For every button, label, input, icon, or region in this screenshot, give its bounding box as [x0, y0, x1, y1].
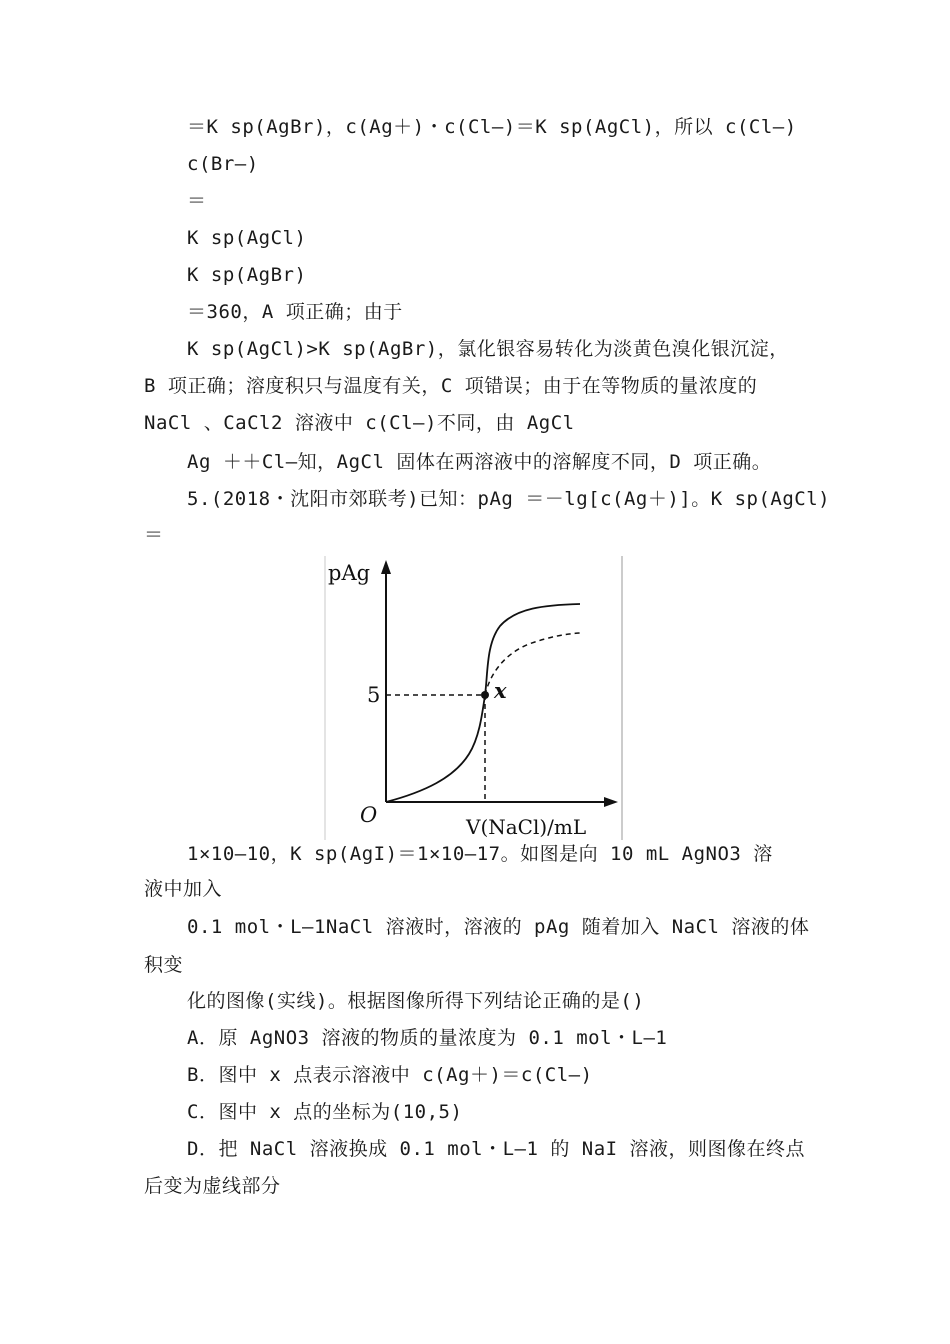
text-line-13: 1×10—10，K sp(AgI)＝1×10—17。如图是向 10 mL AgNO3 溶: [187, 843, 773, 865]
text-line-20: C．图中 x 点的坐标为(10,5): [187, 1101, 463, 1123]
text-line-6: ＝360，A 项正确；由于: [187, 301, 403, 323]
text-line-7: K sp(AgCl)>K sp(AgBr)，氯化银容易转化为淡黄色溴化银沉淀，: [187, 338, 789, 360]
text-line-1: ＝K sp(AgBr)，c(Ag＋)・c(Cl—)＝K sp(AgCl)，所以 c(Cl—): [187, 116, 797, 138]
y-axis-arrow: [381, 560, 391, 574]
text-line-21: D．把 NaCl 溶液换成 0.1 mol・L—1 的 NaI 溶液，则图像在终点: [187, 1138, 806, 1160]
origin-label: O: [360, 803, 378, 827]
series-solid-curve: [386, 604, 580, 802]
text-line-22: 后变为虚线部分: [144, 1175, 281, 1197]
text-line-15: 0.1 mol・L—1NaCl 溶液时，溶液的 pAg 随着加入 NaCl 溶液的体: [187, 916, 810, 938]
text-line-9: NaCl 、CaCl2 溶液中 c(Cl—)不同，由 AgCl: [144, 412, 575, 434]
text-line-12: ＝: [144, 524, 164, 546]
text-line-5: K sp(AgBr): [187, 264, 307, 286]
text-line-11: 5.(2018・沈阳市郊联考)已知：pAg ＝－lg[c(Ag＋)]。K sp(AgCl): [187, 488, 831, 510]
y-axis-label: pAg: [328, 561, 371, 585]
text-line-14: 液中加入: [144, 878, 223, 900]
text-line-18: A．原 AgNO3 溶液的物质的量浓度为 0.1 mol・L—1: [187, 1027, 668, 1049]
text-line-10: Ag ＋＋Cl—知，AgCl 固体在两溶液中的溶解度不同，D 项正确。: [187, 451, 772, 473]
x-axis-label: V(NaCl)/mL: [466, 815, 587, 839]
point-x-marker: [481, 691, 489, 699]
text-line-2: c(Br—): [187, 153, 259, 175]
text-line-4: K sp(AgCl): [187, 227, 307, 249]
y-tick-label-5: 5: [367, 683, 381, 707]
point-x-label: x: [494, 678, 507, 703]
pag-titration-chart: [324, 556, 626, 840]
text-line-16: 积变: [144, 954, 184, 976]
text-line-19: B．图中 x 点表示溶液中 c(Ag＋)＝c(Cl—): [187, 1064, 593, 1086]
text-line-17: 化的图像(实线)。根据图像所得下列结论正确的是(): [187, 990, 645, 1012]
text-line-8: B 项正确；溶度积只与温度有关，C 项错误；由于在等物质的量浓度的: [144, 375, 758, 397]
text-line-3: ＝: [187, 190, 207, 212]
x-axis-arrow: [604, 797, 618, 807]
